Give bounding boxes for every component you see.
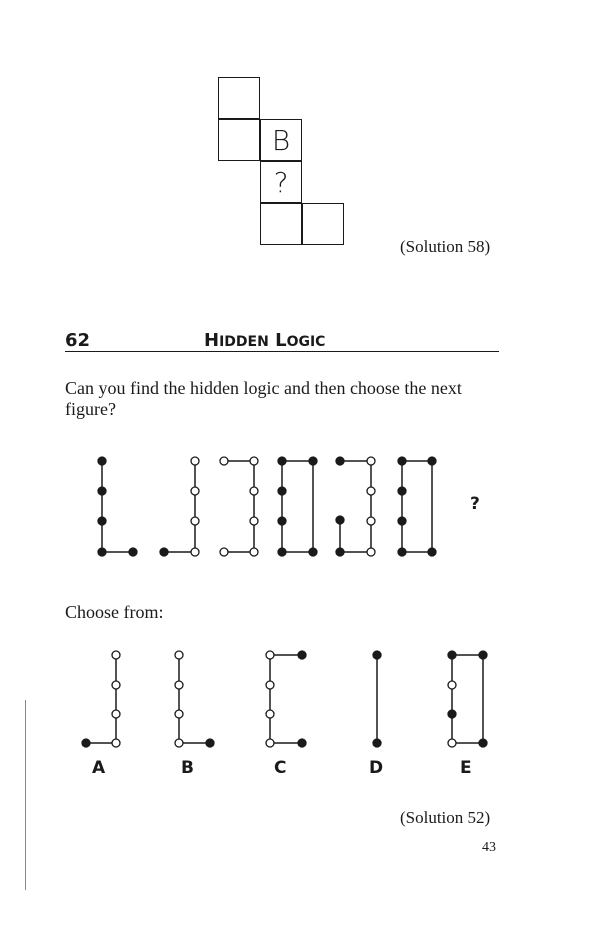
top-solution-ref: (Solution 58) [400, 237, 491, 256]
sequence-figure-4 [282, 461, 313, 552]
option-figure-c [270, 655, 302, 743]
bottom-solution-ref: (Solution 52) [400, 808, 491, 827]
option-label-c[interactable]: C [274, 758, 287, 778]
choose-from-label: Choose from: [65, 602, 164, 622]
option-figure-a [86, 655, 116, 743]
margin-line [25, 700, 26, 890]
sequence-figure-3 [224, 461, 254, 552]
option-label-d[interactable]: D [369, 758, 384, 778]
title-part: IDDEN [219, 334, 269, 350]
sequence-unknown: ? [470, 494, 480, 514]
sequence-figure-5 [340, 461, 371, 552]
section-number: 62 [65, 330, 91, 351]
option-figure-e [452, 655, 483, 743]
question-text: Can you find the hidden logic and then choose the next figure? [65, 378, 462, 419]
option-label-a[interactable]: A [92, 758, 106, 778]
sequence-figure-2 [164, 461, 195, 552]
title-part: H [204, 330, 220, 351]
option-label-e[interactable]: E [460, 758, 472, 778]
option-label-b[interactable]: B [181, 758, 194, 778]
page-number: 43 [482, 840, 496, 855]
grid-cell-letter: B [260, 119, 302, 161]
sequence-figure-1 [102, 461, 133, 552]
grid-cell-unknown: ? [260, 161, 302, 203]
title-part: OGIC [286, 334, 326, 350]
sequence-figure-6 [402, 461, 432, 552]
title-part: L [275, 330, 287, 351]
option-figure-b [179, 655, 210, 743]
